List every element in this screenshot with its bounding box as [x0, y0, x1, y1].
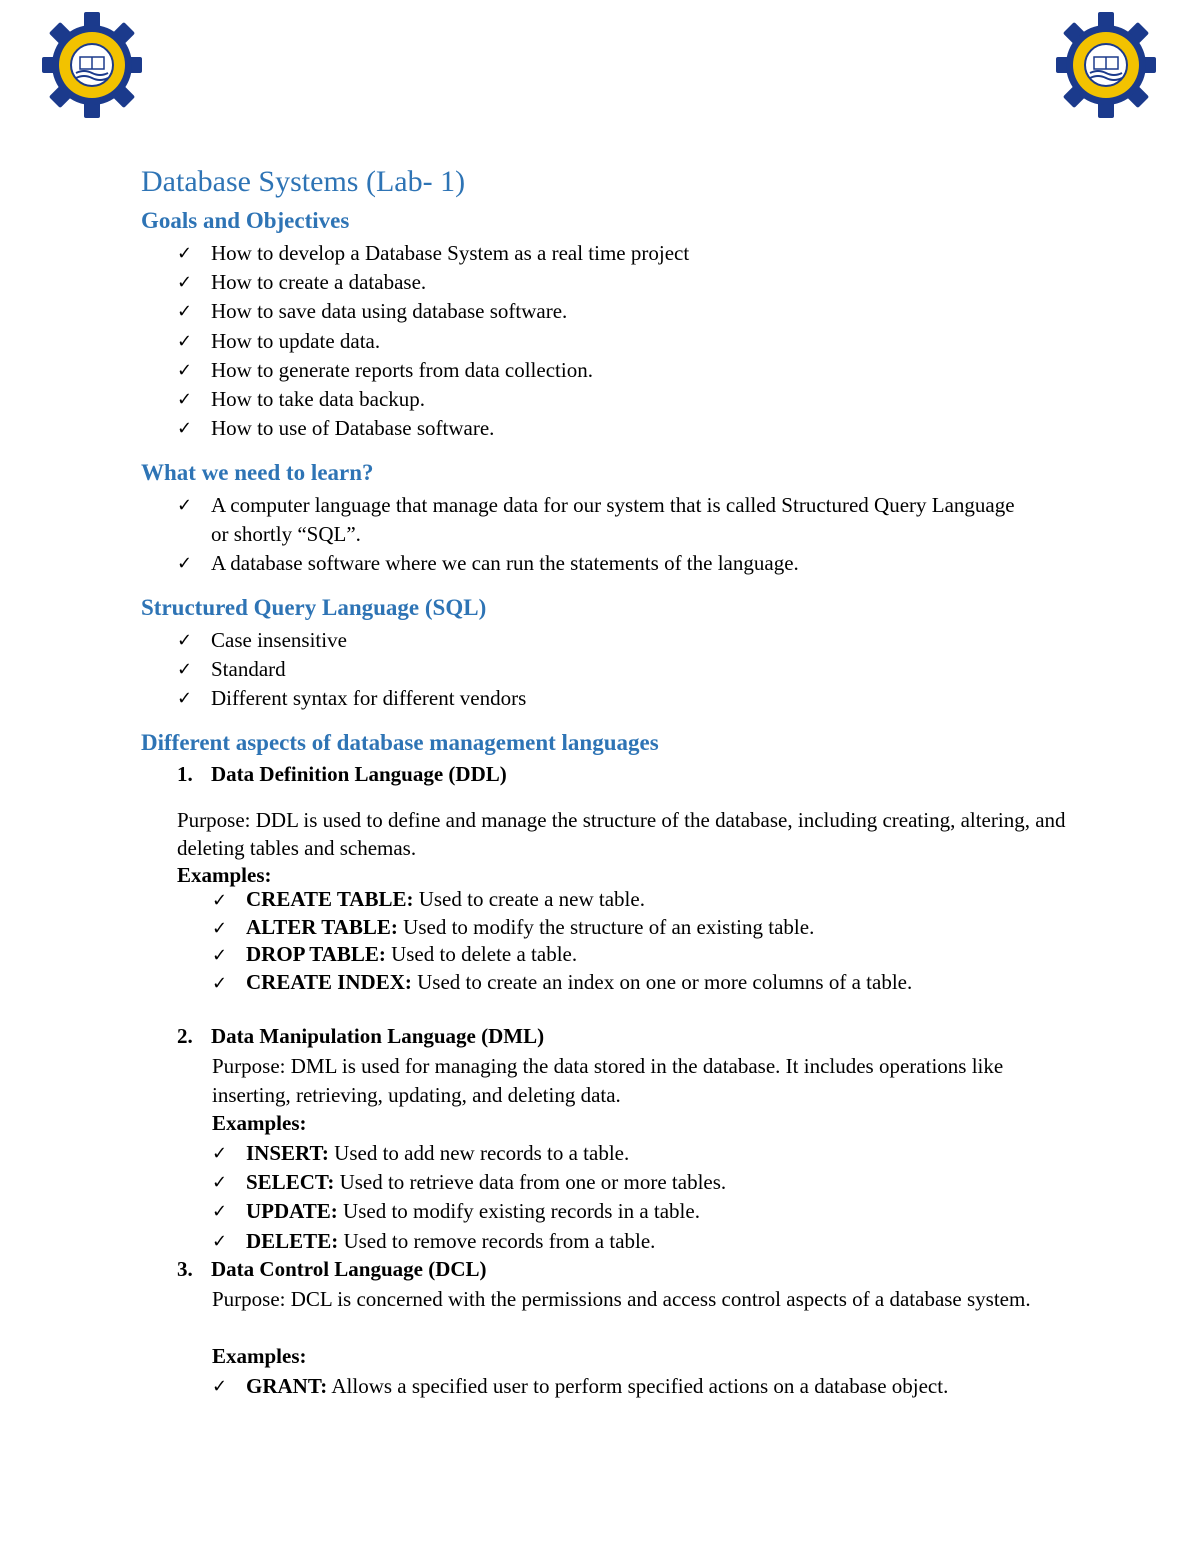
check-mark-icon: ✓: [177, 330, 193, 352]
list-item: ✓ How to update data.: [177, 327, 689, 356]
check-mark-icon: ✓: [177, 688, 193, 710]
learn-heading: What we need to learn?: [141, 460, 374, 485]
list-item: ✓ A database software where we can run the statements of the language.: [177, 549, 1037, 578]
aspects-heading: Different aspects of database management languages: [141, 730, 659, 755]
list-item: ✓ SELECT: Used to retrieve data from one or more tables.: [212, 1168, 726, 1197]
check-mark-icon: ✓: [177, 495, 193, 516]
dcl-examples-list: [212, 1372, 948, 1401]
ddl-purpose: Purpose: DDL is used to define and manage the structure of the database, including creating, altering, and deleting tables and schemas.: [177, 808, 1066, 860]
ddl-examples-list: [212, 886, 912, 996]
list-item: ✓ CREATE TABLE: Used to create a new table.: [212, 886, 912, 914]
list-item: ✓ How to generate reports from data collection.: [177, 356, 689, 385]
check-mark-icon: ✓: [212, 1143, 228, 1164]
dml-examples-list: [212, 1139, 726, 1256]
ddl-examples-label: Examples:: [177, 863, 272, 887]
list-item: ✓ DELETE: Used to remove records from a table.: [212, 1227, 726, 1256]
check-mark-icon: ✓: [212, 1201, 228, 1223]
check-mark-icon: ✓: [177, 659, 193, 681]
dml-purpose: Purpose: DML is used for managing the data stored in the database. It includes operations like inserting, retrieving, updating, and deleting data.: [212, 1054, 1004, 1107]
dcl-purpose: Purpose: DCL is concerned with the permissions and access control aspects of a database system.: [212, 1287, 1031, 1311]
check-mark-icon: ✓: [212, 890, 228, 911]
ddl-heading: 1. Data Definition Language (DDL): [177, 762, 507, 786]
list-item: ✓ How to create a database.: [177, 268, 689, 297]
check-mark-icon: ✓: [177, 389, 193, 411]
list-item: ✓ UPDATE: Used to modify existing records in a table.: [212, 1197, 726, 1226]
list-item: ✓ How to take data backup.: [177, 385, 689, 414]
check-mark-icon: ✓: [212, 1172, 228, 1194]
check-mark-icon: ✓: [212, 1376, 228, 1397]
list-item: ✓ GRANT: Allows a specified user to perform specified actions on a database object.: [212, 1372, 948, 1401]
check-mark-icon: ✓: [177, 243, 193, 264]
check-mark-icon: ✓: [177, 418, 193, 440]
dml-examples-label: Examples:: [212, 1111, 307, 1135]
check-mark-icon: ✓: [177, 630, 193, 651]
learn-list: [177, 491, 1037, 579]
list-item: ✓ CREATE INDEX: Used to create an index on one or more columns of a table.: [212, 969, 912, 997]
list-item: ✓ DROP TABLE: Used to delete a table.: [212, 941, 912, 969]
document-title: Database Systems (Lab- 1): [141, 165, 466, 198]
check-mark-icon: ✓: [212, 972, 228, 994]
check-mark-icon: ✓: [212, 917, 228, 939]
list-item: ✓ A computer language that manage data for our system that is called Structured Query Language or shortly “SQL”.: [177, 493, 1015, 547]
list-item: ✓ How to save data using database software.: [177, 297, 689, 326]
goals-heading: Goals and Objectives: [141, 208, 350, 233]
university-logo-right: [1056, 12, 1156, 118]
list-item: ✓ How to develop a Database System as a real time project: [177, 239, 689, 268]
list-item: ✓ Case insensitive: [177, 626, 526, 655]
list-item: ✓ Different syntax for different vendors: [177, 684, 526, 713]
check-mark-icon: ✓: [177, 301, 193, 323]
university-logo-left: [42, 12, 142, 118]
goals-list: [177, 239, 689, 443]
list-item: ✓ Standard: [177, 655, 526, 684]
dcl-heading: 3. Data Control Language (DCL): [177, 1257, 487, 1281]
dcl-examples-label: Examples:: [212, 1344, 307, 1368]
check-mark-icon: ✓: [177, 359, 193, 381]
list-item: ✓ INSERT: Used to add new records to a table.: [212, 1139, 726, 1168]
sql-list: [177, 626, 526, 714]
check-mark-icon: ✓: [212, 1230, 228, 1252]
sql-heading: Structured Query Language (SQL): [141, 595, 487, 620]
list-item: ✓ ALTER TABLE: Used to modify the structure of an existing table.: [212, 914, 912, 942]
dml-heading: 2. Data Manipulation Language (DML): [177, 1024, 545, 1048]
list-item: ✓ How to use of Database software.: [177, 414, 689, 443]
check-mark-icon: ✓: [177, 553, 193, 575]
check-mark-icon: ✓: [177, 272, 193, 294]
check-mark-icon: ✓: [212, 945, 228, 966]
